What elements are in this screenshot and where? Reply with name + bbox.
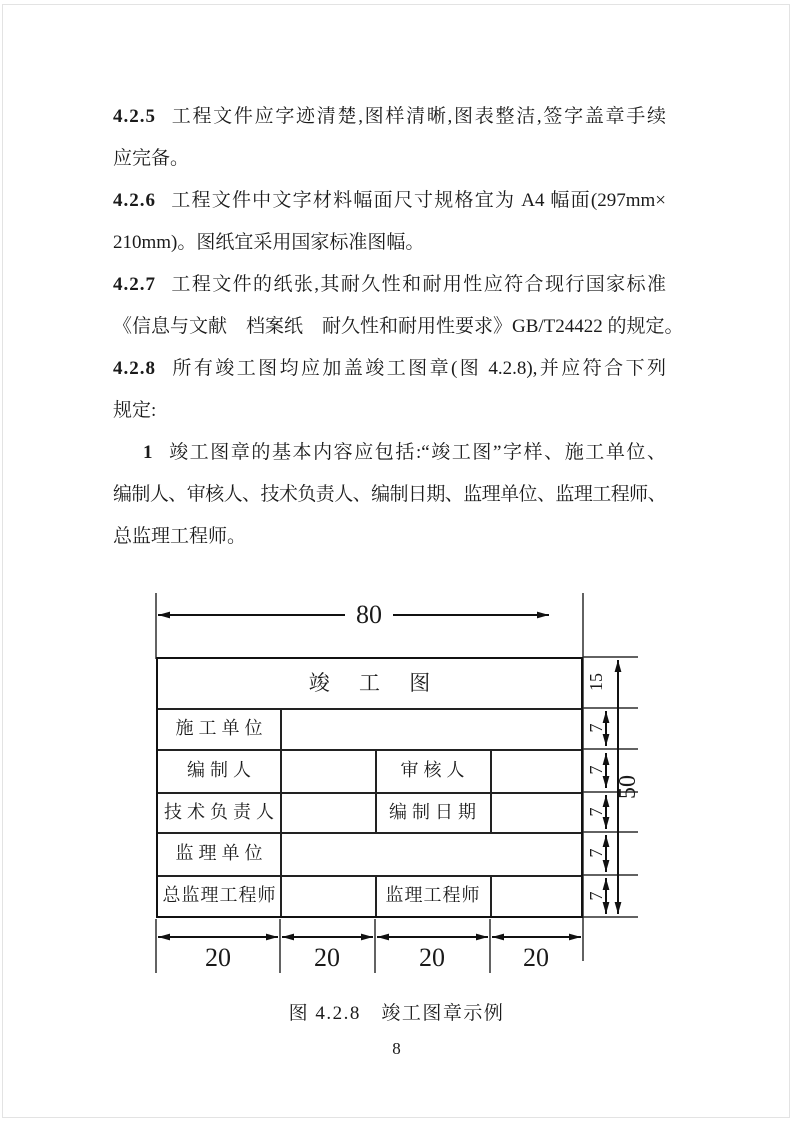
clause-text: 工程文件中文字材料幅面尺寸规格宜为 A4 幅面(297mm× bbox=[170, 190, 666, 211]
dim-row-7: 7 bbox=[586, 765, 606, 775]
dim-row-7: 7 bbox=[586, 891, 606, 901]
clause-4-2-6-line-2: 210mm)。图纸宜采用国家标准图幅。 bbox=[113, 232, 425, 253]
clause-4-2-7-line-2: 《信息与文献 档案纸 耐久性和耐用性要求》GB/T24422 的规定。 bbox=[113, 316, 684, 337]
dim-col-20: 20 bbox=[419, 943, 445, 972]
cell-chief-supervision-engineer: 总监理工程师 bbox=[162, 885, 277, 905]
item-1-line-2: 编制人、审核人、技术负责人、编制日期、监理单位、监理工程师、 bbox=[113, 484, 666, 505]
clause-text: 工程文件的纸张,其耐久性和耐用性应符合现行国家标准 bbox=[170, 274, 666, 295]
dim-row-7: 7 bbox=[586, 848, 606, 858]
clause-number: 4.2.7 bbox=[113, 274, 156, 295]
cell-compile-date: 编制日期 bbox=[389, 802, 481, 822]
dim-col-20: 20 bbox=[314, 943, 340, 972]
clause-4-2-5-line-1 bbox=[113, 96, 666, 138]
cell-technical-director: 技术负责人 bbox=[164, 802, 279, 822]
dim-col-20: 20 bbox=[205, 943, 231, 972]
item-1-line-3: 总监理工程师。 bbox=[113, 526, 247, 547]
clause-text: 工程文件应字迹清楚,图样清晰,图表整洁,签字盖章手续 bbox=[170, 106, 666, 127]
clause-number: 4.2.5 bbox=[113, 106, 156, 127]
dim-title-row-15: 15 bbox=[586, 673, 606, 691]
dim-row-7: 7 bbox=[586, 807, 606, 817]
dim-row-7: 7 bbox=[586, 723, 606, 733]
item-number: 1 bbox=[143, 442, 154, 463]
table-rule bbox=[280, 708, 282, 916]
clause-4-2-5-line-2: 应完备。 bbox=[113, 148, 190, 169]
clause-4-2-7-line-1 bbox=[113, 264, 666, 306]
cell-compiler: 编制人 bbox=[187, 760, 256, 780]
clause-number: 4.2.6 bbox=[113, 190, 156, 211]
item-text: 竣工图章的基本内容应包括:“竣工图”字样、施工单位、 bbox=[167, 442, 666, 463]
stamp-table bbox=[156, 657, 583, 918]
dim-width-80: 80 bbox=[345, 601, 393, 629]
page-number: 8 bbox=[392, 1039, 401, 1058]
table-rule bbox=[490, 875, 492, 916]
clause-4-2-6-line-1 bbox=[113, 180, 666, 222]
stamp-title: 竣 工 图 bbox=[308, 671, 443, 695]
clause-number: 4.2.8 bbox=[113, 358, 156, 379]
clause-text: 所有竣工图均应加盖竣工图章(图 4.2.8),并应符合下列 bbox=[170, 358, 666, 379]
cell-supervision-unit: 监理单位 bbox=[175, 843, 268, 863]
clause-4-2-8-line-2: 规定: bbox=[113, 400, 157, 421]
figure-caption: 图 4.2.8 竣工图章示例 bbox=[288, 1003, 505, 1024]
cell-reviewer: 审核人 bbox=[400, 760, 470, 780]
table-rule bbox=[490, 749, 492, 832]
dim-col-20: 20 bbox=[523, 943, 549, 972]
clause-4-2-8-line-1 bbox=[113, 348, 666, 390]
cell-supervision-engineer: 监理工程师 bbox=[385, 885, 481, 905]
dim-height-50: 50 bbox=[615, 775, 641, 799]
body-text bbox=[113, 96, 684, 558]
item-1-line-1 bbox=[113, 432, 666, 474]
cell-construction-unit: 施工单位 bbox=[175, 718, 268, 738]
